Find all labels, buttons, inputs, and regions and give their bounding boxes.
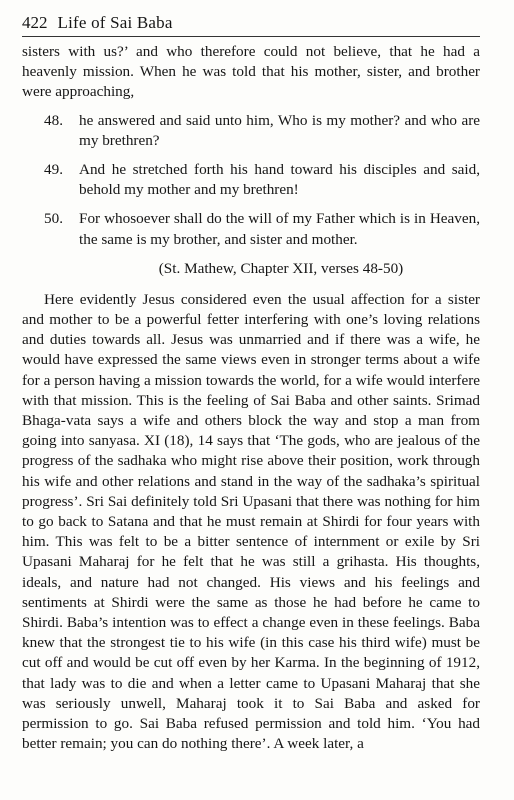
page-number: 422 xyxy=(22,13,48,32)
verse-text: For whosoever shall do the will of my Father which is in Heaven, the same is my brother, and sister and mother. xyxy=(79,210,480,248)
scripture-citation: (St. Mathew, Chapter XII, verses 48-50) xyxy=(158,259,404,277)
body-paragraph: Here evidently Jesus considered even the usual affection for a sister and mother to be a powerful fetter interfering with one’s loving relations and duties towards all. Jesus was unmarried and if there was a wife, he would have expressed the same views even in stronger terms about a wife for a person having a mission towards the world, for a wife would interfere with that mission. This is the feeling of Sai Baba and other saints. Srimad Bhaga-vata says a wife and others block the way and stop a man from going into sanyasa. XI (18), 14 says that ‘The gods, who are jealous of the progress of the sadhaka who might rise above their position, work through his wife and other relations and stand in the way of the sadhaka’s spiritual progress’. Sri Sai definitely told Sri Upasani that there was nothing for him to go back to Satana and that he must remain at Shirdi for four years with him. This was felt to be a bitter sentence of internment or exile by Sri Upasani Maharaj for he felt that he was still a grihasta. His thoughts, ideals, and nature had not changed. His views and his feelings and sentiments at Shirdi were the same as those he had before he came to Shirdi. Baba’s intention was to effect a change even in these feelings. Baba knew that the strongest tie to his wife (in this case his third wife) must be cut off and would be cut off even by her Karma. In the beginning of 1912, that lady was to die and when a letter came to Upasani Maharaj that she was seriously unwell, Maharaj took it to Sai Baba and asked for permission to go. Sai Baba refused permission and told him. ‘You had better remain; you can do nothing there’. A week later, a xyxy=(22,290,480,753)
page-header xyxy=(22,13,480,37)
verse-text: he answered and said unto him, Who is my mother? and who are my brethren? xyxy=(79,111,480,149)
verse-list xyxy=(22,111,480,250)
running-title: Life of Sai Baba xyxy=(57,13,173,32)
verse-item xyxy=(22,111,480,151)
verse-number: 50. xyxy=(44,210,63,228)
verse-text: And he stretched forth his hand toward his disciples and said, behold my mother and my brethren! xyxy=(79,161,480,199)
verse-number: 49. xyxy=(44,161,63,179)
verse-number: 48. xyxy=(44,111,63,129)
verse-item xyxy=(22,209,480,249)
opening-paragraph: sisters with us?’ and who therefore could not believe, that he had a heavenly mission. When he was told that his mother, sister, and brother were approaching, xyxy=(22,43,480,101)
verse-item xyxy=(22,160,480,200)
